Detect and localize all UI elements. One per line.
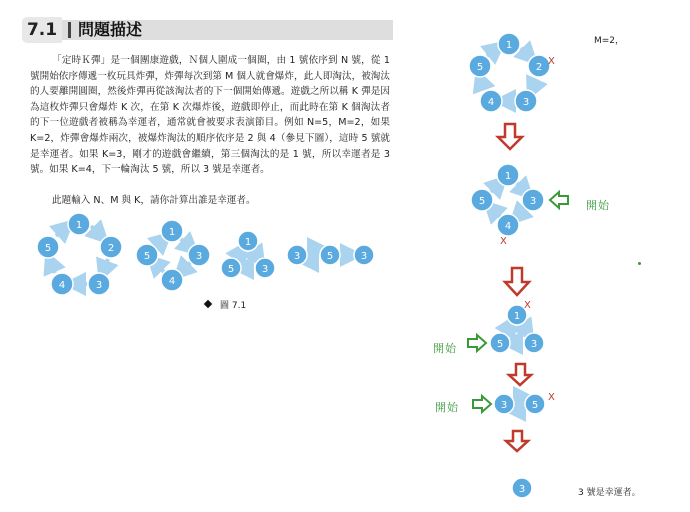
stage-1-node [480,90,502,112]
figure-2-node [161,220,183,242]
svg-text:5: 5 [326,251,334,262]
green-start-arrow [473,396,491,412]
stage-3-node [490,333,510,353]
svg-text:1: 1 [75,220,83,231]
red-down-arrow [505,268,529,295]
stage-2-node [497,164,519,186]
svg-text:4: 4 [168,276,176,287]
start-label: 開始 [433,342,457,355]
figure-4-node [287,245,307,265]
eliminated-mark: X [500,236,507,247]
figure-3-nodes [221,231,275,278]
svg-text:1: 1 [513,311,521,322]
figure-3-node [255,258,275,278]
red-down-arrow [509,364,531,385]
section-number: 7.1 [22,17,62,43]
figure-1-node [51,273,73,295]
eliminated-mark: X [524,300,531,311]
stage-1-node [515,90,537,112]
stage-4-node [494,394,514,414]
svg-text:3: 3 [95,280,103,291]
figure-4-node [320,245,340,265]
stage-4-arrows [514,398,525,410]
svg-text:3: 3 [522,97,530,108]
figure-2-nodes [136,220,210,291]
lucky-result: 3 號是幸運者。 [578,488,641,498]
svg-text:1: 1 [504,171,512,182]
start-label: 開始 [586,199,610,212]
section-title: 問題描述 [78,20,143,39]
figure-caption-text: 圖 7.1 [220,301,247,311]
svg-text:3: 3 [261,264,269,275]
svg-text:5: 5 [44,243,52,254]
svg-text:3: 3 [518,484,526,495]
svg-text:4: 4 [504,221,512,232]
figure-1-node [37,236,59,258]
svg-text:2: 2 [535,62,543,73]
svg-text:5: 5 [143,251,151,262]
svg-text:5: 5 [478,196,486,207]
start-label: 開始 [435,401,459,414]
stage-5-node [512,478,532,498]
svg-text:4: 4 [487,97,495,108]
stage-3-nodes [490,305,544,353]
svg-text:3: 3 [500,400,508,411]
stage-4-node [525,394,545,414]
green-start-arrow [550,192,568,208]
eliminated-mark: X [548,392,555,403]
stage-5-nodes [512,478,532,498]
figure-1-node [88,273,110,295]
svg-text:5: 5 [476,62,484,73]
eliminated-mark: X [548,56,555,67]
problem-prompt: 此題輸入 N、M 與 K，請你計算出誰是幸運者。 [52,195,256,206]
svg-text:3: 3 [530,339,538,350]
figure-2-arrows [154,239,191,272]
figure-4-nodes [287,245,374,265]
green-dot [638,262,641,265]
problem-description: 「定時Ｋ彈」是一個團康遊戲，Ｎ個人圍成一個圈，由 1 號依序到 N 號，從 1 號開始依序傳遞一枚玩具炸彈，炸彈每次到第 M 個人就會爆炸，此人即淘汰，被淘汰的人要離開圓圈，然後炸彈再從該淘汰者的下一個開始傳遞。遊戲之所以稱 K 彈是因為這枚炸彈只會爆炸 K 次，在第 K 次爆炸後，遊戲即停止，而此時在第 K 個淘汰者的下一位遊戲者被稱為幸運者，通常就會被要求表演節目。例如 N=5，M=2，如果 K=2，炸彈會爆炸兩次，被爆炸淘汰的順序依序是 2 與 4（參見下圖），這時 5 號就是幸運者。如果 K=3，剛才的遊戲會繼續，第三個淘汰的是 1 號，所以幸運者是 3 號。如果 K=4，下一輪淘汰 5 號，所以 3 號是幸運者。 [30,55,390,176]
stage-2-node [497,214,519,236]
diamond-icon [204,300,212,308]
stage-2-arrows [491,183,526,217]
figure-3-node [221,258,241,278]
svg-text:5: 5 [531,400,539,411]
svg-text:3: 3 [360,251,368,262]
stage-1-node [469,55,491,77]
svg-text:1: 1 [244,237,252,248]
svg-text:2: 2 [107,243,115,254]
figure-4-node [354,245,374,265]
figure-1-node [68,213,90,235]
figure-2-node [188,244,210,266]
figure-2-node [161,269,183,291]
stage-2-node [522,189,544,211]
red-down-arrow [498,124,522,149]
svg-text:5: 5 [227,264,235,275]
svg-text:3: 3 [195,251,203,262]
svg-text:1: 1 [168,227,176,238]
green-start-arrow [468,335,486,351]
svg-text:5: 5 [496,339,504,350]
stage-2-node [471,189,493,211]
svg-text:3: 3 [529,196,537,207]
m-value-label: M=2， [594,36,625,46]
svg-text:3: 3 [293,251,301,262]
stage-3-node [524,333,544,353]
figure-2-node [136,244,158,266]
red-down-arrow [506,431,528,451]
figure-caption [205,298,246,311]
svg-text:4: 4 [58,280,66,291]
svg-text:1: 1 [505,40,513,51]
stage-1-node [528,55,550,77]
figure-1-node [100,236,122,258]
stage-1-node [498,33,520,55]
figure-3-node [238,231,258,251]
stage-2-nodes [471,164,544,236]
